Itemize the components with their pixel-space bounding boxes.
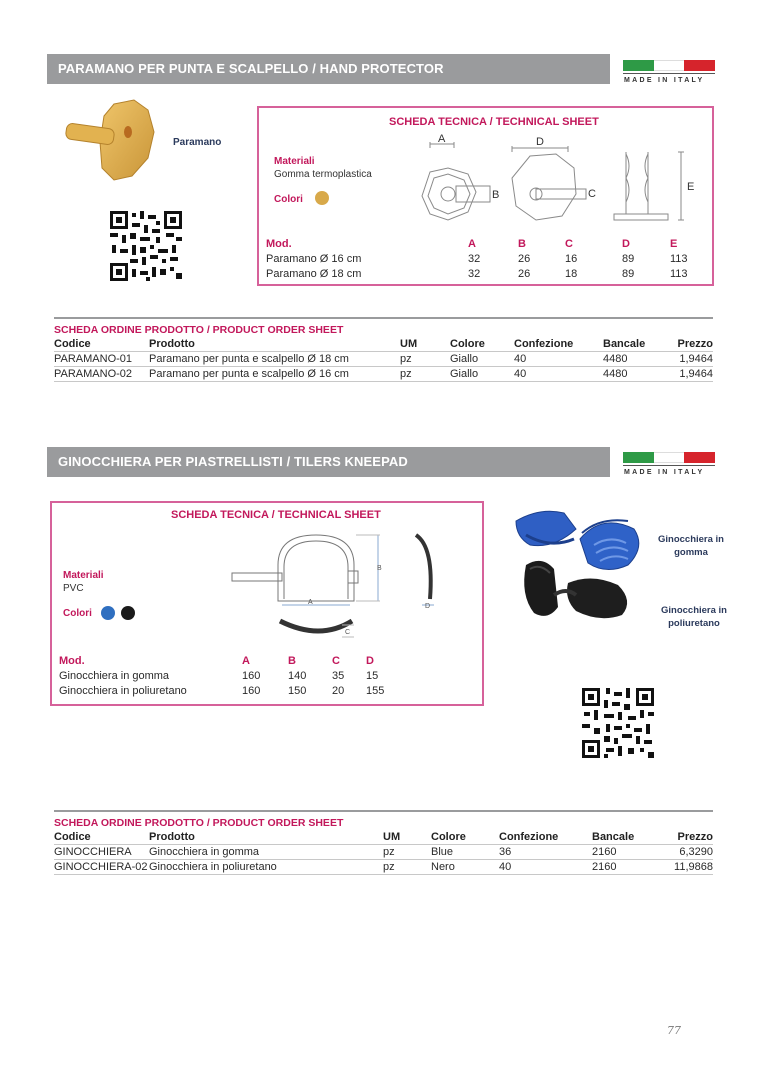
colors-label: Colori bbox=[274, 194, 303, 205]
colors-label: Colori bbox=[63, 608, 92, 619]
spec-cell: 160 bbox=[242, 670, 261, 682]
made-in-italy-badge bbox=[623, 452, 715, 476]
order-col-um: UM bbox=[400, 338, 418, 350]
spec-col-b: B bbox=[288, 655, 296, 667]
tech-spec-table-kneepad bbox=[59, 655, 399, 700]
order-cell: 36 bbox=[499, 846, 512, 858]
italian-flag-icon bbox=[623, 60, 715, 71]
spec-cell: Ginocchiera in gomma bbox=[59, 670, 170, 682]
order-cell: Nero bbox=[431, 861, 455, 873]
order-cell: Giallo bbox=[450, 368, 479, 380]
qr-code-icon[interactable] bbox=[110, 211, 182, 281]
order-col-bancale: Bancale bbox=[603, 338, 646, 350]
spec-cell: 20 bbox=[332, 685, 345, 697]
spec-col-d: D bbox=[622, 238, 630, 250]
order-cell: 6,3290 bbox=[679, 846, 713, 858]
order-cell: Giallo bbox=[450, 353, 479, 365]
materials-label: Materiali bbox=[274, 156, 315, 167]
made-in-italy-text: MADE IN ITALY bbox=[624, 469, 705, 476]
spec-col-d: D bbox=[366, 655, 374, 667]
order-col-confezione: Confezione bbox=[514, 338, 574, 350]
order-col-colore: Colore bbox=[450, 338, 485, 350]
spec-cell: 150 bbox=[288, 685, 307, 697]
spec-cell: 26 bbox=[518, 268, 531, 280]
order-cell: GINOCCHIERA-02 bbox=[54, 861, 148, 873]
made-in-italy-badge bbox=[623, 60, 715, 84]
order-col-prezzo: Prezzo bbox=[677, 338, 713, 350]
spec-cell: Paramano Ø 18 cm bbox=[266, 268, 362, 280]
spec-cell: 113 bbox=[670, 253, 688, 265]
spec-row bbox=[266, 268, 696, 283]
order-table-hand-protector bbox=[54, 317, 713, 382]
hand-protector-technical-drawing bbox=[408, 134, 698, 228]
spec-header-row bbox=[59, 655, 399, 670]
italian-flag-icon bbox=[623, 452, 715, 463]
order-col-codice: Codice bbox=[54, 338, 91, 350]
made-in-italy-text: MADE IN ITALY bbox=[624, 77, 705, 84]
diagram-label-a: A bbox=[438, 134, 446, 145]
order-cell: PARAMANO-01 bbox=[54, 353, 133, 365]
spec-col-a: A bbox=[242, 655, 250, 667]
order-cell: 1,9464 bbox=[679, 368, 713, 380]
diagram-label-d: D bbox=[425, 603, 431, 610]
order-cell: pz bbox=[383, 861, 395, 873]
tech-sheet-title: SCHEDA TECNICA / TECHNICAL SHEET bbox=[389, 116, 599, 128]
order-col-prodotto: Prodotto bbox=[149, 338, 195, 350]
materials-value: Gomma termoplastica bbox=[274, 169, 372, 180]
order-cell: PARAMANO-02 bbox=[54, 368, 133, 380]
color-swatch-yellow bbox=[315, 191, 329, 205]
order-cell: 40 bbox=[499, 861, 512, 873]
spec-cell: 16 bbox=[565, 253, 578, 265]
tech-sheet-title: SCHEDA TECNICA / TECHNICAL SHEET bbox=[171, 509, 381, 521]
color-swatch-blue bbox=[101, 606, 115, 620]
spec-col-b: B bbox=[518, 238, 526, 250]
order-cell: Blue bbox=[431, 846, 454, 858]
order-cell: Ginocchiera in gomma bbox=[149, 846, 260, 858]
order-cell: pz bbox=[400, 368, 412, 380]
kneepad-product-image bbox=[510, 499, 656, 627]
order-cell: 40 bbox=[514, 353, 527, 365]
order-cell: 2160 bbox=[592, 861, 617, 873]
caption-polyurethane-kneepad: Ginocchiera in poliuretano bbox=[661, 605, 727, 629]
spec-cell: 15 bbox=[366, 670, 379, 682]
qr-code-icon[interactable] bbox=[582, 688, 654, 758]
product-label-paramano: Paramano bbox=[173, 137, 222, 148]
spec-cell: 35 bbox=[332, 670, 345, 682]
section-title-tilers-kneepad: GINOCCHIERA PER PIASTRELLISTI / TILERS KNEEPAD bbox=[47, 447, 610, 477]
order-cell: GINOCCHIERA bbox=[54, 846, 132, 858]
diagram-label-a: A bbox=[308, 599, 313, 606]
order-cell: 1,9464 bbox=[679, 353, 713, 365]
caption-rubber-kneepad: Ginocchiera in gomma bbox=[658, 534, 724, 558]
spec-cell: 32 bbox=[468, 253, 481, 265]
spec-col-e: E bbox=[670, 238, 678, 250]
order-header-row bbox=[54, 830, 713, 845]
order-col-codice: Codice bbox=[54, 831, 91, 843]
order-col-prezzo: Prezzo bbox=[677, 831, 713, 843]
spec-row bbox=[59, 685, 399, 700]
hand-protector-image bbox=[62, 98, 162, 188]
diagram-label-c: C bbox=[588, 188, 596, 200]
section-title-hand-protector: PARAMANO PER PUNTA E SCALPELLO / HAND PROTECTOR bbox=[47, 54, 610, 84]
materials-value: PVC bbox=[63, 583, 84, 594]
spec-cell: 89 bbox=[622, 268, 635, 280]
order-cell: Paramano per punta e scalpello Ø 16 cm bbox=[149, 368, 349, 380]
order-table-title: SCHEDA ORDINE PRODOTTO / PRODUCT ORDER SHEET bbox=[54, 817, 344, 829]
order-col-colore: Colore bbox=[431, 831, 466, 843]
kneepad-technical-drawing bbox=[228, 527, 446, 645]
order-col-confezione: Confezione bbox=[499, 831, 559, 843]
order-cell: 11,9868 bbox=[674, 861, 713, 873]
order-col-bancale: Bancale bbox=[592, 831, 635, 843]
spec-col-mod: Mod. bbox=[59, 655, 85, 667]
spec-col-a: A bbox=[468, 238, 476, 250]
order-cell: 2160 bbox=[592, 846, 617, 858]
tech-spec-table-hand-protector bbox=[266, 238, 696, 283]
page-number: 77 bbox=[667, 1024, 681, 1037]
spec-col-c: C bbox=[332, 655, 340, 667]
table-row bbox=[54, 367, 713, 382]
order-col-um: UM bbox=[383, 831, 401, 843]
diagram-label-b: B bbox=[377, 565, 382, 572]
spec-cell: 140 bbox=[288, 670, 307, 682]
spec-header-row bbox=[266, 238, 696, 253]
spec-cell: Paramano Ø 16 cm bbox=[266, 253, 362, 265]
order-table-title: SCHEDA ORDINE PRODOTTO / PRODUCT ORDER SHEET bbox=[54, 324, 344, 336]
order-header-row bbox=[54, 337, 713, 352]
color-swatch-black bbox=[121, 606, 135, 620]
materials-label: Materiali bbox=[63, 570, 104, 581]
order-cell: pz bbox=[383, 846, 395, 858]
table-row bbox=[54, 352, 713, 367]
spec-cell: Ginocchiera in poliuretano bbox=[59, 685, 187, 697]
order-cell: pz bbox=[400, 353, 412, 365]
spec-cell: 26 bbox=[518, 253, 531, 265]
table-row bbox=[54, 845, 713, 860]
diagram-label-b: B bbox=[492, 189, 500, 201]
order-cell: 4480 bbox=[603, 353, 628, 365]
spec-cell: 89 bbox=[622, 253, 635, 265]
order-col-prodotto: Prodotto bbox=[149, 831, 195, 843]
spec-cell: 155 bbox=[366, 685, 385, 697]
order-cell: Ginocchiera in poliuretano bbox=[149, 861, 277, 873]
spec-col-mod: Mod. bbox=[266, 238, 292, 250]
order-cell: 4480 bbox=[603, 368, 628, 380]
spec-cell: 113 bbox=[670, 268, 688, 280]
spec-cell: 32 bbox=[468, 268, 481, 280]
spec-col-c: C bbox=[565, 238, 573, 250]
spec-cell: 160 bbox=[242, 685, 261, 697]
spec-row bbox=[59, 670, 399, 685]
diagram-label-c: C bbox=[345, 629, 351, 636]
spec-row bbox=[266, 253, 696, 268]
order-table-kneepad bbox=[54, 810, 713, 875]
order-cell: Paramano per punta e scalpello Ø 18 cm bbox=[149, 353, 349, 365]
diagram-label-e: E bbox=[687, 181, 695, 193]
order-cell: 40 bbox=[514, 368, 527, 380]
diagram-label-d: D bbox=[536, 136, 544, 148]
spec-cell: 18 bbox=[565, 268, 578, 280]
table-row bbox=[54, 860, 713, 875]
